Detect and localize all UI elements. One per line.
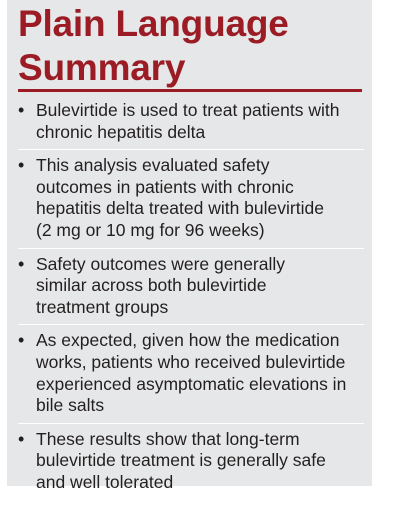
bullet-icon: • [18, 100, 25, 120]
title-underline-divider [18, 89, 362, 92]
list-item [18, 254, 364, 326]
list-item [18, 330, 364, 423]
summary-title-line-2: Summary [18, 47, 186, 88]
summary-title [18, 2, 364, 90]
summary-bullet-list [18, 100, 364, 505]
list-item [18, 100, 364, 150]
summary-title-line-1: Plain Language [18, 3, 289, 44]
list-item-text: Bulevirtide is used to treat patients with chronic hepatitis delta [36, 100, 340, 142]
plain-language-summary-panel [7, 0, 372, 492]
bullet-icon: • [18, 155, 25, 176]
list-item-text: This analysis evaluated safety outcomes in patients with chronic hepatitis delta treated with bulevirtide (2 mg or 10 mg for 96 weeks) [36, 155, 324, 240]
bullet-icon: • [18, 253, 25, 274]
list-item [18, 155, 364, 248]
list-item-text: As expected, given how the medication works, patients who received bulevirtide experienced asymptomatic elevations in bile salts [36, 330, 347, 416]
list-item-text: Safety outcomes were generally similar across both bulevirtide treatment groups [36, 253, 286, 317]
bullet-icon: • [18, 330, 25, 351]
list-item-text: These results show that long-term bulevirtide treatment is generally safe and well tolerated [36, 428, 326, 492]
bullet-icon: • [18, 428, 25, 449]
